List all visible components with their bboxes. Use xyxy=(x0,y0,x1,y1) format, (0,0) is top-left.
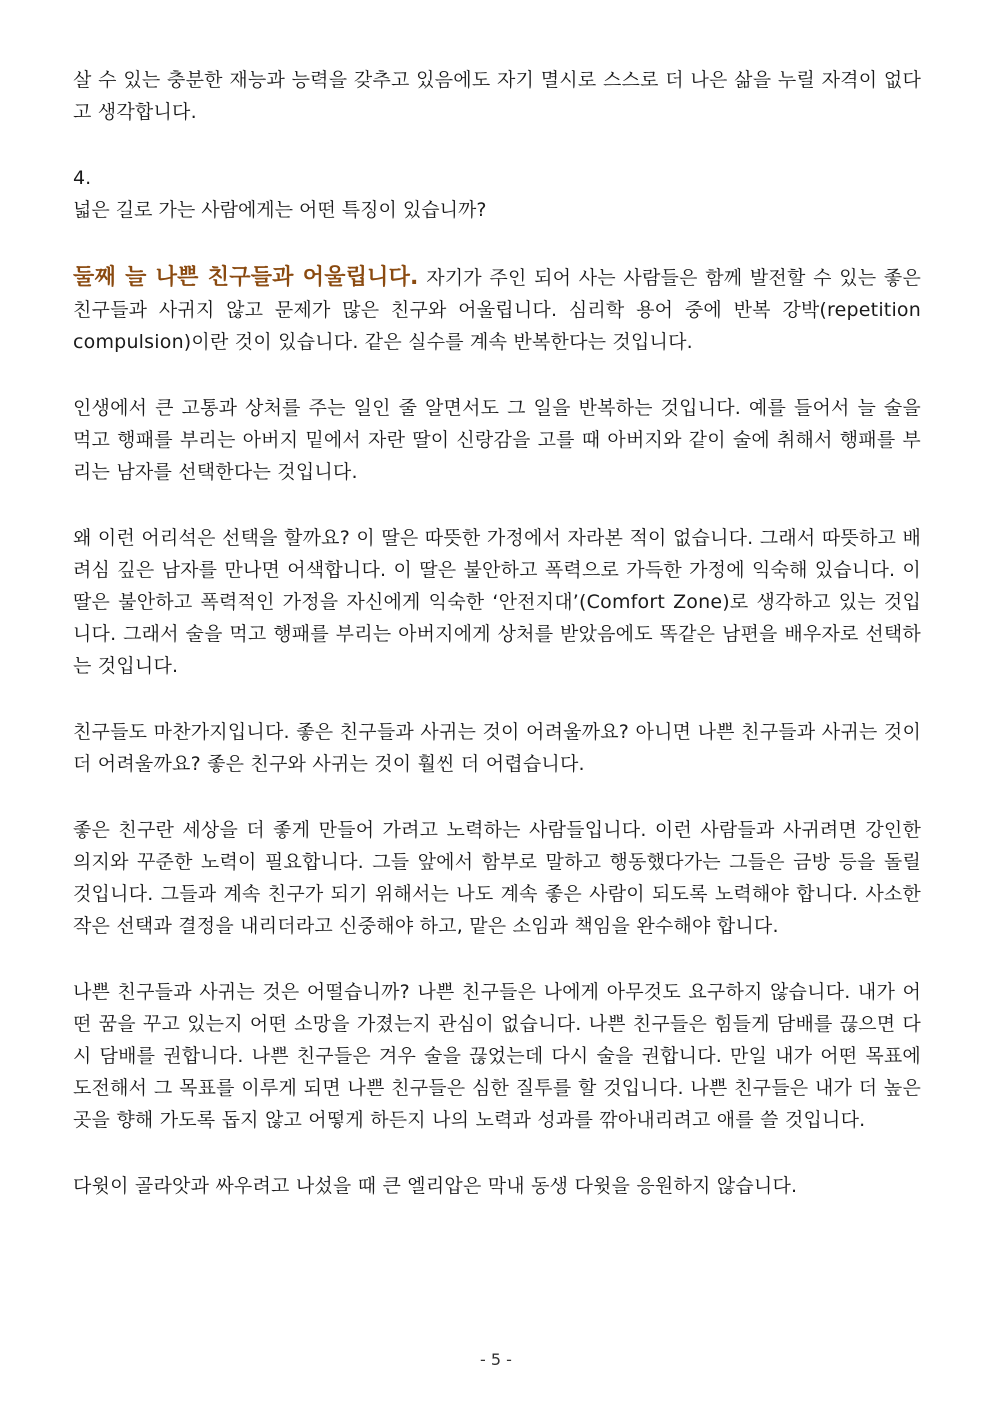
paragraph-intro: 살 수 있는 충분한 재능과 능력을 갖추고 있음에도 자기 멸시로 스스로 더 나은 삶을 누릴 자격이 없다고 생각합니다. xyxy=(73,69,921,123)
paragraph-david: 다윗이 골라앗과 싸우려고 나섰을 때 큰 엘리압은 막내 동생 다윗을 응원하지 않습니다. xyxy=(73,1175,798,1197)
paragraph-friends: 친구들도 마찬가지입니다. 좋은 친구들과 사귀는 것이 어려울까요? 아니면 나쁜 친구들과 사귀는 것이 더 어려울까요? 좋은 친구와 사귀는 것이 훨씬 더 어렵습니다. xyxy=(73,721,921,775)
question-text: 넓은 길로 가는 사람에게는 어떤 특징이 있습니까? xyxy=(73,199,487,221)
paragraph-second-trait-body: 자기가 주인 되어 사는 사람들은 함께 발전할 수 있는 좋은 친구들과 사귀지 않고 문제가 많은 친구와 어울립니다. 심리학 용어 중에 반복 강박(repetition compulsion)이란 것이 있습니다. 같은 실수를 계속 반복한다는 것입니다. xyxy=(73,267,922,353)
document-page xyxy=(73,64,921,1202)
paragraph-comfort-zone: 왜 이런 어리석은 선택을 할까요? 이 딸은 따뜻한 가정에서 자라본 적이 없습니다. 그래서 따뜻하고 배려심 깊은 남자를 만나면 어색합니다. 이 딸은 불안하고 폭력으로 가득한 가정에 익숙해 있습니다. 이 딸은 불안하고 폭력적인 가정을 자신에게 익숙한 ‘안전지대’(Comfort Zone)로 생각하고 있는 것입니다. 그래서 술을 먹고 행패를 부리는 아버지에게 상처를 받았음에도 똑같은 남편을 배우자로 선택하는 것입니다. xyxy=(73,527,921,677)
paragraph-bad-friends: 나쁜 친구들과 사귀는 것은 어떨습니까? 나쁜 친구들은 나에게 아무것도 요구하지 않습니다. 내가 어떤 꿈을 꾸고 있는지 어떤 소망을 가졌는지 관심이 없습니다. 나쁜 친구들은 힘들게 담배를 끊으면 다시 담배를 권합니다. 나쁜 친구들은 겨우 술을 끊었는데 다시 술을 권합니다. 만일 내가 어떤 목표에 도전해서 그 목표를 이루게 되면 나쁜 친구들은 심한 질투를 할 것입니다. 나쁜 친구들은 내가 더 높은 곳을 향해 가도록 돕지 않고 어떻게 하든지 나의 노력과 성과를 깎아내리려고 애를 쓸 것입니다. xyxy=(73,981,921,1131)
page-number: - 5 - xyxy=(480,1350,512,1369)
paragraph-second-trait xyxy=(73,262,921,358)
question-number: 4. xyxy=(73,167,92,189)
paragraph-good-friends: 좋은 친구란 세상을 더 좋게 만들어 가려고 노력하는 사람들입니다. 이런 사람들과 사귀려면 강인한 의지와 꾸준한 노력이 필요합니다. 그들 앞에서 함부로 말하고 행동했다가는 그들은 금방 등을 돌릴 것입니다. 그들과 계속 친구가 되기 위해서는 나도 계속 좋은 사람이 되도록 노력해야 합니다. 사소한 작은 선택과 결정을 내리더라고 신중해야 하고, 맡은 소임과 책임을 완수해야 합니다. xyxy=(73,819,921,937)
paragraph-repetition: 인생에서 큰 고통과 상처를 주는 일인 줄 알면서도 그 일을 반복하는 것입니다. 예를 들어서 늘 술을 먹고 행패를 부리는 아버지 밑에서 자란 딸이 신랑감을 고를 때 아버지와 같이 술에 취해서 행패를 부리는 남자를 선택한다는 것입니다. xyxy=(73,397,921,483)
section-heading: 둘째 늘 나쁜 친구들과 어울립니다. xyxy=(73,265,419,290)
